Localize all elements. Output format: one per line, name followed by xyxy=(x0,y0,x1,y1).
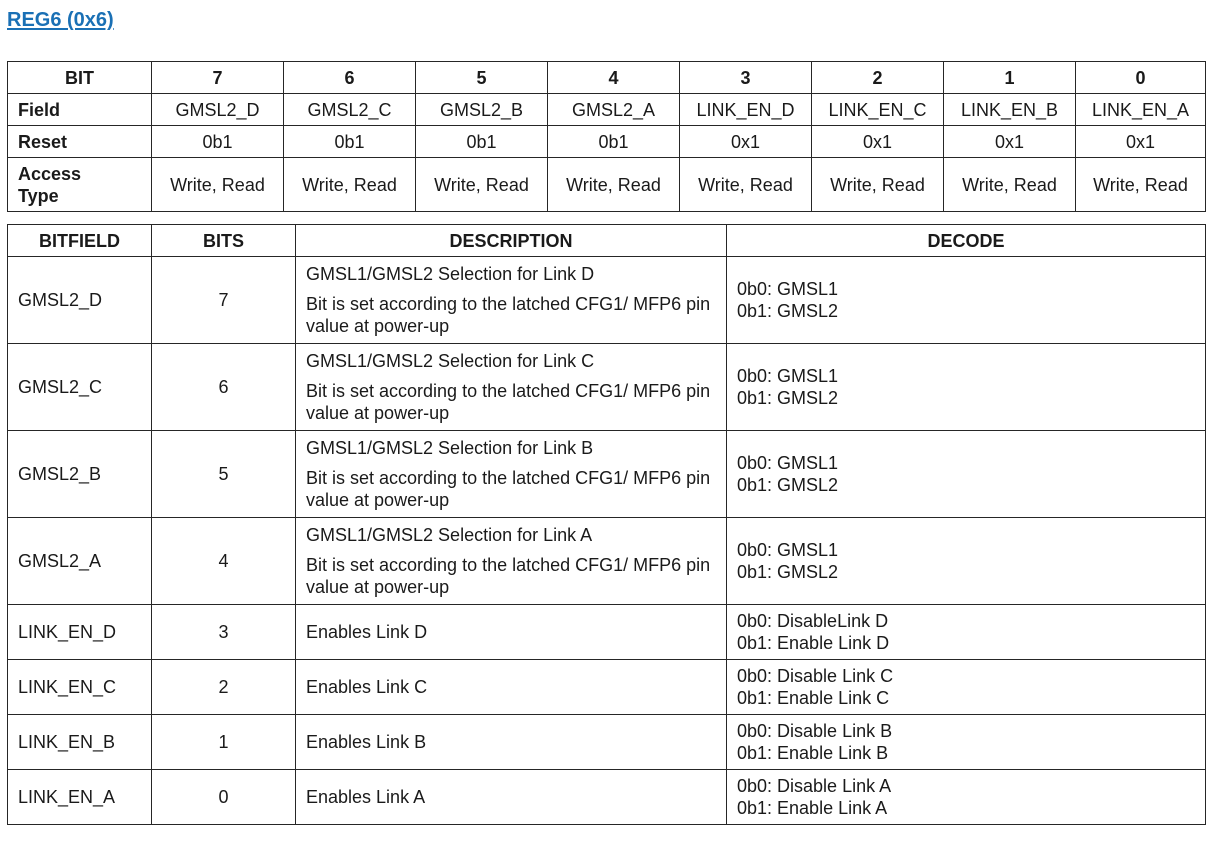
bitfield-name: GMSL2_B xyxy=(8,431,152,518)
reset-value-cell: 0b1 xyxy=(548,126,680,158)
reset-value-cell: 0b1 xyxy=(284,126,416,158)
reset-value-cell: 0x1 xyxy=(680,126,812,158)
decode-value-1: 0b1: GMSL2 xyxy=(737,388,839,408)
description-column-header: DESCRIPTION xyxy=(296,225,727,257)
decode-value-0: 0b0: GMSL1 xyxy=(737,279,839,299)
bitfield-decode xyxy=(727,770,1206,825)
field-name-cell: LINK_EN_A xyxy=(1076,94,1206,126)
decode-value-1: 0b1: GMSL2 xyxy=(737,475,839,495)
decode-value-1: 0b1: GMSL2 xyxy=(737,301,839,321)
bitfield-name: LINK_EN_A xyxy=(8,770,152,825)
bitfield-bits: 0 xyxy=(152,770,296,825)
bitfield-decode xyxy=(727,344,1206,431)
field-name-cell: GMSL2_C xyxy=(284,94,416,126)
bitfield-row xyxy=(8,770,1206,825)
decode-value-0: 0b0: GMSL1 xyxy=(737,540,839,560)
access-type-cell: Write, Read xyxy=(944,158,1076,212)
access-label-line1: Access xyxy=(18,163,82,184)
bitfield-name: GMSL2_C xyxy=(8,344,152,431)
field-name-cell: GMSL2_A xyxy=(548,94,680,126)
reset-row xyxy=(8,126,1206,158)
decode-value-1: 0b1: Enable Link A xyxy=(737,798,888,818)
bit-number: 3 xyxy=(680,62,812,94)
reset-value-cell: 0x1 xyxy=(812,126,944,158)
reset-value-cell: 0x1 xyxy=(944,126,1076,158)
access-type-cell: Write, Read xyxy=(548,158,680,212)
bitfield-bits: 3 xyxy=(152,605,296,660)
bitfield-row xyxy=(8,257,1206,344)
decode-value-1: 0b1: Enable Link D xyxy=(737,633,890,653)
access-type-cell: Write, Read xyxy=(1076,158,1206,212)
bitfield-decode xyxy=(727,518,1206,605)
bitfield-bits: 4 xyxy=(152,518,296,605)
description-detail: Bit is set according to the latched CFG1/ MFP6 pin value at power-up xyxy=(306,468,711,510)
bitfield-description xyxy=(296,431,727,518)
reset-value-cell: 0x1 xyxy=(1076,126,1206,158)
bitfield-name: GMSL2_A xyxy=(8,518,152,605)
bitfield-row xyxy=(8,518,1206,605)
description-title: GMSL1/GMSL2 Selection for Link A xyxy=(306,525,593,545)
access-type-cell: Write, Read xyxy=(284,158,416,212)
description-detail: Bit is set according to the latched CFG1/ MFP6 pin value at power-up xyxy=(306,294,711,336)
bitfield-decode xyxy=(727,431,1206,518)
bit-number: 2 xyxy=(812,62,944,94)
bitfield-bits: 6 xyxy=(152,344,296,431)
bitfield-description xyxy=(296,257,727,344)
bitfield-decode xyxy=(727,605,1206,660)
bitfield-description: Enables Link D xyxy=(296,605,727,660)
decode-value-0: 0b0: Disable Link B xyxy=(737,721,893,741)
description-title: GMSL1/GMSL2 Selection for Link C xyxy=(306,351,595,371)
bitfield-column-header: BITFIELD xyxy=(8,225,152,257)
access-type-row-label xyxy=(8,158,152,212)
bits-column-header: BITS xyxy=(152,225,296,257)
bitfield-description xyxy=(296,344,727,431)
field-name-cell: GMSL2_D xyxy=(152,94,284,126)
bitfield-decode xyxy=(727,660,1206,715)
bitfield-description-table xyxy=(7,224,1206,825)
description-title: GMSL1/GMSL2 Selection for Link B xyxy=(306,438,594,458)
decode-value-0: 0b0: GMSL1 xyxy=(737,366,839,386)
bitfield-name: LINK_EN_D xyxy=(8,605,152,660)
bitfield-description: Enables Link B xyxy=(296,715,727,770)
bitfield-name: GMSL2_D xyxy=(8,257,152,344)
description-detail: Bit is set according to the latched CFG1/ MFP6 pin value at power-up xyxy=(306,555,711,597)
reset-value-cell: 0b1 xyxy=(152,126,284,158)
decode-value-1: 0b1: Enable Link C xyxy=(737,688,890,708)
decode-column-header: DECODE xyxy=(727,225,1206,257)
bitfield-header-row xyxy=(8,225,1206,257)
bitfield-name: LINK_EN_B xyxy=(8,715,152,770)
bitfield-bits: 2 xyxy=(152,660,296,715)
access-type-cell: Write, Read xyxy=(416,158,548,212)
description-title: GMSL1/GMSL2 Selection for Link D xyxy=(306,264,595,284)
access-type-row xyxy=(8,158,1206,212)
decode-value-1: 0b1: GMSL2 xyxy=(737,562,839,582)
bitfield-row xyxy=(8,605,1206,660)
bit-number: 1 xyxy=(944,62,1076,94)
field-name-cell: LINK_EN_D xyxy=(680,94,812,126)
bit-number: 5 xyxy=(416,62,548,94)
register-title-link[interactable]: REG6 (0x6) xyxy=(7,9,114,31)
decode-value-1: 0b1: Enable Link B xyxy=(737,743,889,763)
bit-header-label: BIT xyxy=(8,62,152,94)
bitfield-bits: 7 xyxy=(152,257,296,344)
bit-number: 0 xyxy=(1076,62,1206,94)
bitfield-decode xyxy=(727,257,1206,344)
bitfield-row xyxy=(8,344,1206,431)
access-type-cell: Write, Read xyxy=(152,158,284,212)
bitfield-row xyxy=(8,660,1206,715)
decode-value-0: 0b0: Disable Link C xyxy=(737,666,894,686)
bitfield-row xyxy=(8,431,1206,518)
bitfield-decode xyxy=(727,715,1206,770)
bitfield-row xyxy=(8,715,1206,770)
description-detail: Bit is set according to the latched CFG1/ MFP6 pin value at power-up xyxy=(306,381,711,423)
decode-value-0: 0b0: GMSL1 xyxy=(737,453,839,473)
bitfield-description: Enables Link A xyxy=(296,770,727,825)
register-summary-table xyxy=(7,61,1206,212)
bit-header-row xyxy=(8,62,1206,94)
access-type-cell: Write, Read xyxy=(812,158,944,212)
decode-value-0: 0b0: DisableLink D xyxy=(737,611,889,631)
access-label-line2: Type xyxy=(18,185,59,206)
bit-number: 4 xyxy=(548,62,680,94)
bitfield-bits: 1 xyxy=(152,715,296,770)
reset-row-label: Reset xyxy=(8,126,152,158)
access-type-cell: Write, Read xyxy=(680,158,812,212)
field-name-cell: LINK_EN_B xyxy=(944,94,1076,126)
bitfield-bits: 5 xyxy=(152,431,296,518)
decode-value-0: 0b0: Disable Link A xyxy=(737,776,892,796)
field-row-label: Field xyxy=(8,94,152,126)
bit-number: 6 xyxy=(284,62,416,94)
bit-number: 7 xyxy=(152,62,284,94)
bitfield-description xyxy=(296,518,727,605)
bitfield-description: Enables Link C xyxy=(296,660,727,715)
field-name-cell: LINK_EN_C xyxy=(812,94,944,126)
field-name-cell: GMSL2_B xyxy=(416,94,548,126)
field-row xyxy=(8,94,1206,126)
bitfield-name: LINK_EN_C xyxy=(8,660,152,715)
reset-value-cell: 0b1 xyxy=(416,126,548,158)
